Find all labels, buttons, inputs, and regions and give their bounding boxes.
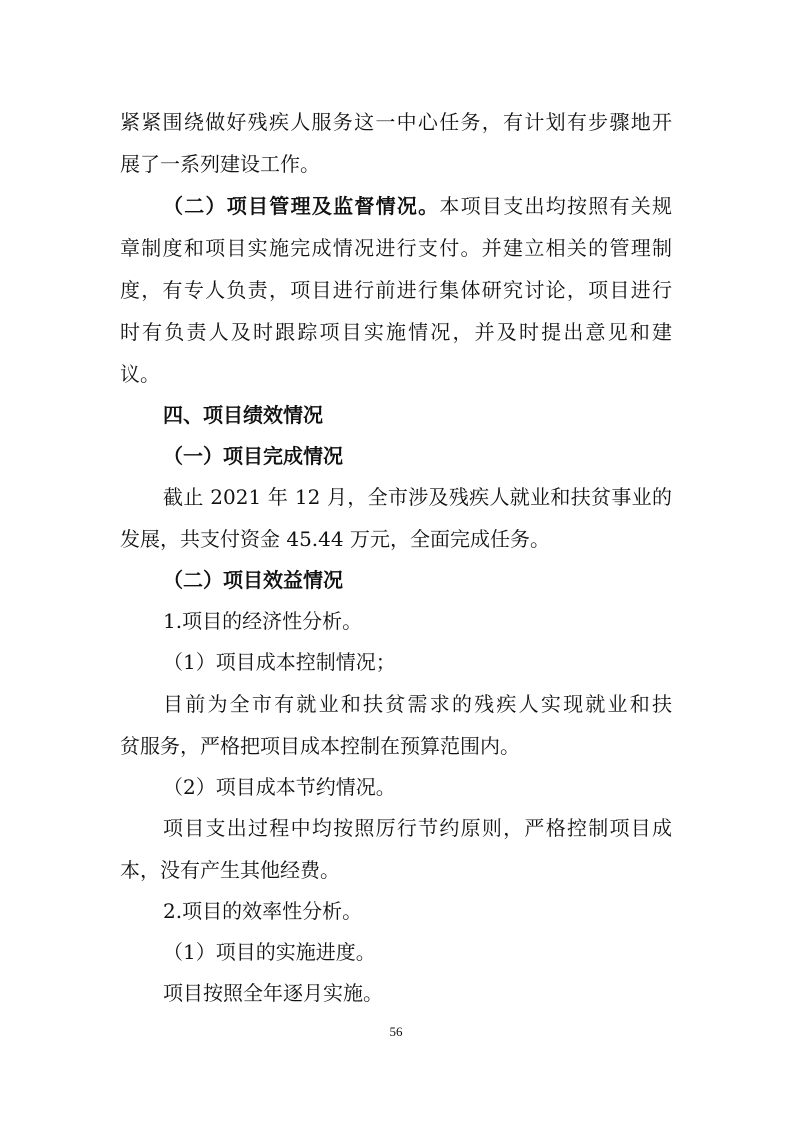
text-line: 时有负责人及时跟踪项目实施情况，并及时提出意见和建 xyxy=(120,320,672,344)
page-number: 56 xyxy=(389,1024,403,1039)
text-line: 章制度和项目实施完成情况进行支付。并建立相关的管理制 xyxy=(120,236,672,260)
text-line: 项目支出过程中均按照厉行节约原则，严格控制项目成 xyxy=(163,816,672,840)
list-item: 1.项目的经济性分析。 xyxy=(163,609,363,633)
text-run: 本项目支出均按照有关规 xyxy=(439,194,673,218)
text-line: 发展，共支付资金 45.44 万元，全面完成任务。 xyxy=(120,527,550,551)
text-line: 展了一系列建设工作。 xyxy=(120,152,320,176)
list-item: （1）项目的实施进度。 xyxy=(163,940,376,964)
section-heading: 四、项目绩效情况 xyxy=(163,403,323,427)
list-item: 2.项目的效率性分析。 xyxy=(163,899,363,923)
text-line: 目前为全市有就业和扶贫需求的残疾人实现就业和扶 xyxy=(163,692,672,716)
subsection-heading: （一）项目完成情况 xyxy=(163,444,343,468)
list-item: （1）项目成本控制情况； xyxy=(163,650,396,674)
section-subheading: （二）项目管理及监督情况。 xyxy=(163,194,440,218)
paragraph-line xyxy=(163,188,672,224)
text-line: 议。 xyxy=(120,362,160,386)
text-line: 截止 2021 年 12 月，全市涉及残疾人就业和扶贫事业的 xyxy=(163,485,672,509)
text-line: 紧紧围绕做好残疾人服务这一中心任务，有计划有步骤地开 xyxy=(120,110,672,134)
subsection-heading: （二）项目效益情况 xyxy=(163,568,343,592)
text-line: 本，没有产生其他经费。 xyxy=(120,858,340,882)
text-line: 度，有专人负责，项目进行前进行集体研究讨论，项目进行 xyxy=(120,278,672,302)
text-line: 贫服务，严格把项目成本控制在预算范围内。 xyxy=(120,734,520,758)
list-item: （2）项目成本节约情况。 xyxy=(163,775,396,799)
text-line: 项目按照全年逐月实施。 xyxy=(163,981,383,1005)
